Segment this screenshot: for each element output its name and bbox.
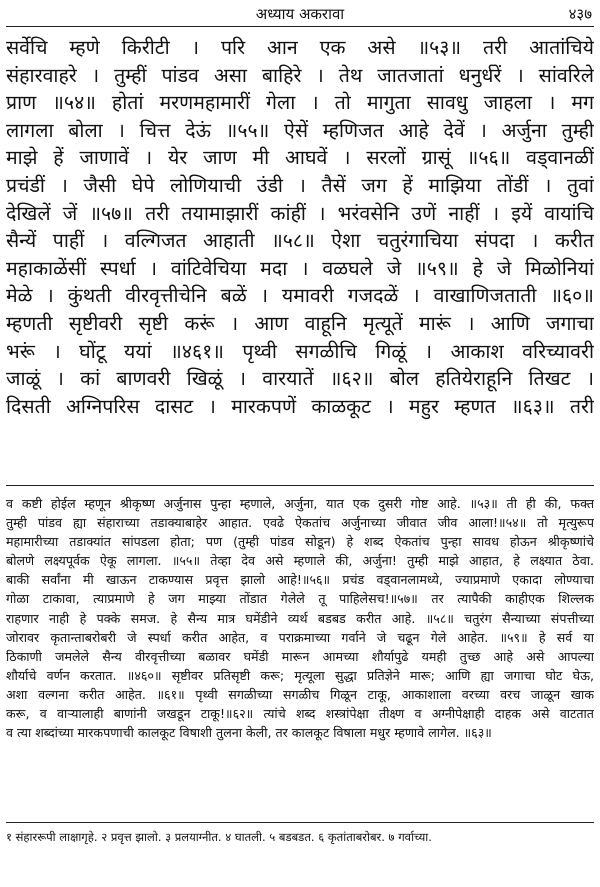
commentary-line: व त्या शब्दांच्या मारकपणाची कालकूट विषाशी तुलना केली, तर कालकूट विषाला मधुर म्हणावे लागेल. ॥६३॥: [6, 725, 492, 741]
verse-line: माझे हें जाणावें । येर जाण मी आघवें । सरलों ग्रासूं ॥५६॥ वड्वानळीं: [6, 146, 594, 170]
verse-line: प्राण ॥५४॥ होतां मरणमहामारीं गेला । तो मागुता सावधु जाहला । मग: [6, 91, 594, 115]
verse-line: लागला बोला । चित्त देऊं ॥५५॥ ऐसें म्हणिजत आहे देवें । अर्जुना तुम्ही: [6, 118, 594, 142]
footnote-divider: [6, 822, 594, 823]
verse-line: मेळे । कुंथती वीरवृत्तीचेनि बळें । यमावरी गजदळें । वाखाणिजताती ॥६०॥: [6, 284, 594, 308]
commentary-line: गोळा टाकावा, त्याप्रमाणे हे जग माझ्या तोंडात गेलेले तू पाहिलेसच!॥५७॥ तर त्यापैकी काहीएक शिल्लक: [6, 591, 594, 607]
commentary-line: ठिकाणी जमलेले सैन्य वीरवृत्तीच्या बळावर घमेंडी मारून आमच्या शौर्यापुढे यमही तुच्छ आहे असे आपल्या: [6, 648, 594, 664]
verse-line: सर्वेचि म्हणे किरीटी । परि आन एक असे ॥५३॥ तरी आतांचिये: [6, 36, 594, 59]
page-number: ४३७: [568, 5, 592, 23]
commentary-line: करू, व वाऱ्यालाही बाणांनी जखडून टाकू!॥६२॥ त्यांचे शब्द शस्त्रांपेक्षा तीक्ष्ण व अग्नीपेक्षाही दाहक असे वाटतात: [6, 706, 594, 722]
commentary-line: बाकी सर्वांना मी खाऊन टाकण्यास प्रवृत्त झालो आहे!॥५६॥ प्रचंड वड्वानलामध्ये, ज्याप्रमाणे एकादा लोण्याचा: [6, 572, 594, 588]
verse-line: म्हणती सृष्टीवरी सृष्टी करूं । आण वाहूनि मृत्यूतें मारूं । आणि जगाचा: [6, 311, 594, 335]
footnotes: १ संहाररूपी लाक्षागृहे. २ प्रवृत्त झालो. ३ प्रलयाग्नीत. ४ घातली. ५ बडबडत. ६ कृतांताबरोबर. ७ गर्वाच्या.: [6, 830, 432, 844]
commentary-line: तुम्ही पांडव ह्या संहाराच्या तडाक्याबाहेर आहात. एवढे ऐकतांच अर्जुनाच्या जीवात जीव आला!॥५४॥ तो मृत्युरूप: [6, 515, 594, 531]
verse-line: देखिलें जें ॥५७॥ तरी तयामाझारीं कांहीं । भरंवसेनि उणें नाहीं । इयें वायांचि: [6, 201, 594, 225]
commentary-line: जोरावर कृतान्ताबरोबरी जे स्पर्धा करीत आहेत, व पराक्रमाच्या गर्वाने जे चढून गेले आहेत. ॥५९॥ हे सर्व या: [6, 629, 594, 645]
verse-line: दिसती अग्निपरिस दासट । मारकपणें काळकूट । महुर म्हणत ॥६३॥ तरी: [6, 394, 594, 418]
commentary-line: व कष्टी होईल म्हणून श्रीकृष्ण अर्जुनास पुन्हा म्हणाले, अर्जुना, यात एक दुसरी गोष्ट आहे. ॥५३॥ ती ही की, फक्त: [6, 496, 594, 511]
commentary-block: [6, 494, 594, 742]
verse-line: महाकाळेंसीं स्पर्धा । वांटिवेचिया मदा । वळघले जे ॥५९॥ हे जे मिळोनियां: [6, 256, 594, 280]
commentary-line: शौर्याचे वर्णन करतात. ॥४६०॥ सृष्टीवर प्रतिसृष्टी करू; मृत्यूला सुद्धा प्रतिज्ञेने मारू; आणि ह्या जगाचा घोट घेऊ,: [6, 667, 594, 683]
page-header: [6, 2, 594, 30]
verse-line: भरूं । घोंटू ययां ॥४६१॥ पृथ्वी सगळीचि गिळूं । आकाश वरिच्यावरी: [6, 339, 594, 363]
verse-line: सैन्यें पाहीं । वल्गिजत आहाती ॥५८॥ ऐशा चतुरंगाचिया संपदा । करीत: [6, 229, 594, 253]
verse-block: [6, 34, 594, 420]
verse-line: प्रचंडीं । जैसी घेपे लोणियाची उंडी । तैसें जग हें माझिया तोंडीं । तुवां: [6, 173, 594, 197]
commentary-line: बोलणे लक्ष्यपूर्वक ऐकू लागला. ॥५५॥ तेव्हा देव असे म्हणाले की, अर्जुना! तुम्ही माझे आहात, हे लक्ष्यात ठेवा.: [6, 553, 594, 569]
commentary-line: राहणार नाही हे पक्के समज. हे सैन्य मात्र घमेंडीने व्यर्थ बडबड करीत आहे. ॥५८॥ चतुरंग सैन्याच्या संपत्तीच्या: [6, 610, 594, 626]
section-divider: [6, 485, 594, 486]
verse-line: जाळूं । कां बाणवरी खिळूं । वारयातें ॥६२॥ बोल हतियेराहूनि तिखट ।: [6, 367, 594, 391]
header-rule: [6, 26, 594, 27]
commentary-line: अशा वल्गना करीत आहेत. ॥६१॥ पृथ्वी सगळीच्या सगळीच गिळून टाकू, आकाशाला वरच्या वरच जाळून खाक: [6, 686, 594, 702]
verse-line: संहारवाहरे । तुम्हीं पांडव असा बाहिरे । तेथ जातजातां धनुर्धरें । सांवरिले: [6, 63, 594, 87]
chapter-title: अध्याय अकरावा: [255, 5, 345, 23]
commentary-line: महामारीच्या तडाक्यांत सांपडला होता; पण (तुम्ही पांडव सोडून) हे शब्द ऐकतांच पुन्हा सावध होऊन श्रीकृष्णांचे: [6, 534, 594, 550]
